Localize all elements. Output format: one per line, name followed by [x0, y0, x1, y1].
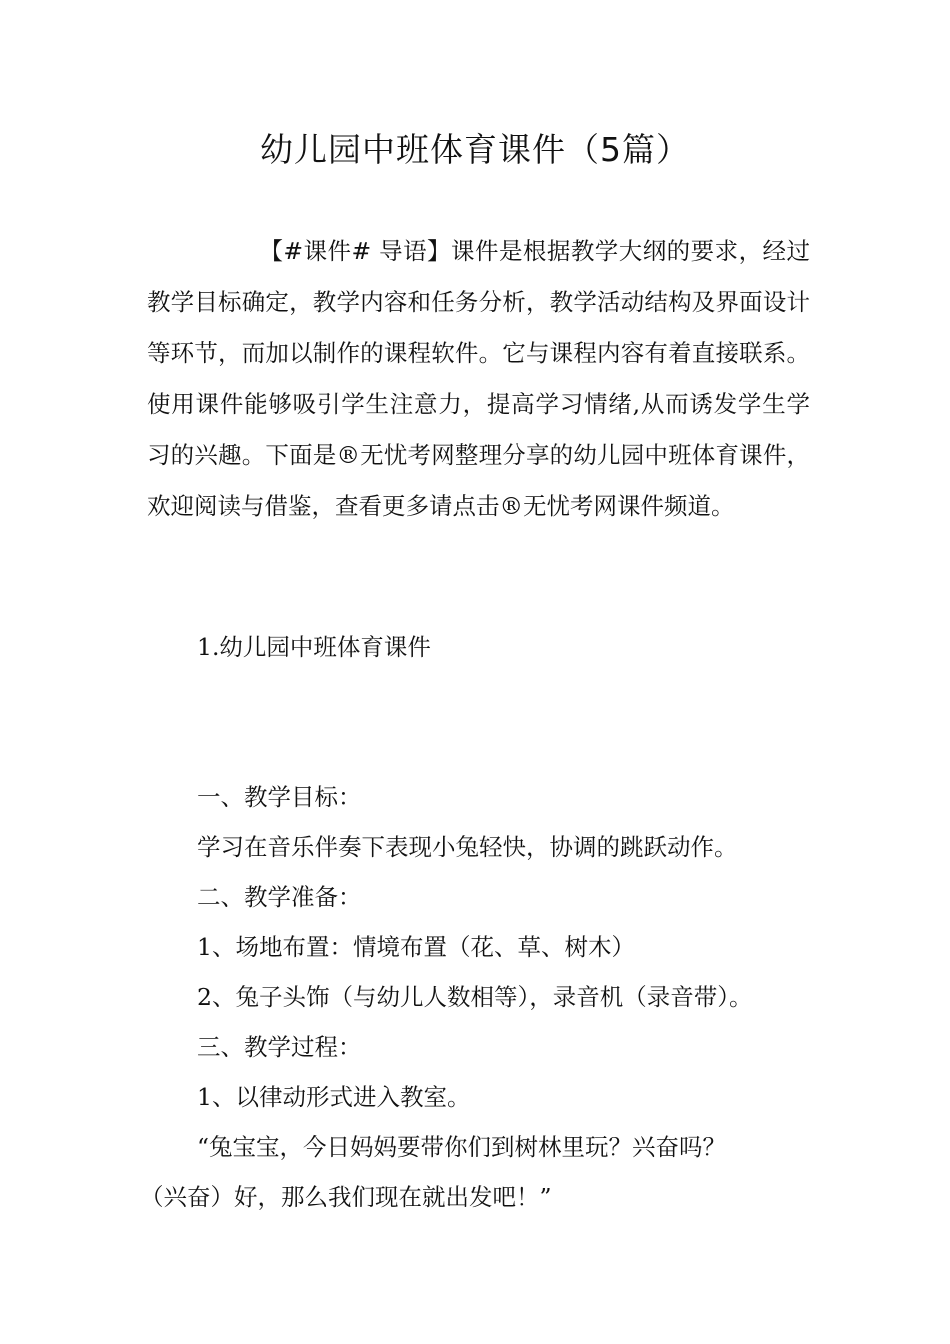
section-heading: 1.幼儿园中班体育课件 — [197, 633, 431, 661]
text-line-2: 学习在音乐伴奏下表现小兔轻快，协调的跳跃动作。 — [197, 833, 738, 861]
text-line-5: 2、兔子头饰（与幼儿人数相等），录音机（录音带）。 — [197, 983, 753, 1011]
text-line-3: 二、教学准备： — [197, 883, 362, 911]
document-title: 幼儿园中班体育课件（5篇） — [260, 130, 690, 169]
intro-text: 【#课件# 导语】课件是根据教学大纲的要求，经过教学目标确定，教学内容和任务分析，教学活动结构及界面设计等环节，而加以制作的课程软件。它与课程内容有着直接联系。使用课件能够吸引学生注意力，提高学习情绪,从而诱发学生学习的兴趣。下面是®无忧考网整理分享的幼儿园中班体育课件，欢迎阅读与借鉴，查看更多请点击®无忧考网课件频道。 — [147, 237, 810, 520]
text-line-8: “兔宝宝，今日妈妈要带你们到树林里玩？兴奋吗？ — [197, 1133, 727, 1161]
text-line-4: 1、场地布置：情境布置（花、草、树木） — [197, 933, 635, 961]
text-line-6: 三、教学过程： — [197, 1033, 362, 1061]
text-line-7: 1、以律动形式进入教室。 — [197, 1083, 471, 1111]
text-line-1: 一、教学目标： — [197, 783, 362, 811]
text-line-9: （兴奋）好，那么我们现在就出发吧！” — [140, 1183, 552, 1211]
intro-paragraph — [147, 226, 810, 532]
